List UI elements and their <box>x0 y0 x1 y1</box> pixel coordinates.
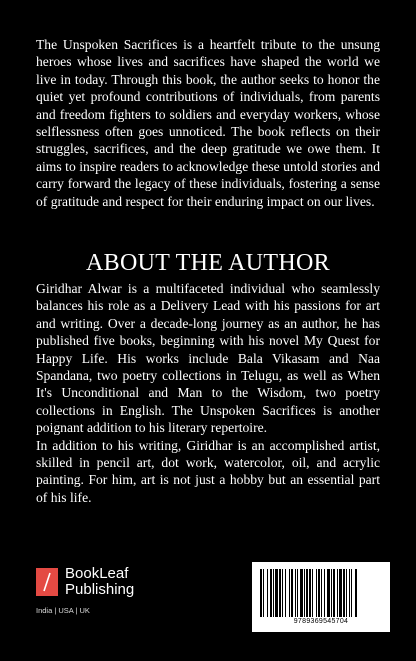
barcode-bar <box>291 569 293 617</box>
barcode-bar <box>270 569 272 617</box>
barcode-bars <box>260 569 382 617</box>
barcode-bar <box>260 569 262 617</box>
barcode-bar <box>297 569 298 617</box>
barcode-bar <box>300 569 303 617</box>
bio-paragraph-2: In addition to his writing, Giridhar is an accomplished artist, skilled in pencil art, dot work, watercolor, oil, and acrylic painting. For him, art is not just a hobby but an essential part of his life. <box>36 437 380 505</box>
isbn-barcode <box>252 562 390 632</box>
barcode-bar <box>279 569 281 617</box>
barcode-bar <box>318 569 320 617</box>
publisher-name: BookLeaf <box>65 565 129 582</box>
barcode-bar <box>273 569 274 617</box>
barcode-bar <box>312 569 313 617</box>
barcode-bar <box>324 569 325 617</box>
publisher-logo <box>36 565 176 628</box>
barcode-bar <box>309 569 311 617</box>
barcode-bar <box>327 569 330 617</box>
isbn-number: 9789369545704 <box>293 618 349 625</box>
barcode-bar <box>321 569 322 617</box>
barcode-bar <box>355 569 357 617</box>
about-author-heading: ABOUT THE AUTHOR <box>86 250 330 276</box>
publisher-regions: India | USA | UK <box>36 606 90 615</box>
barcode-bar <box>339 569 342 617</box>
barcode-bar <box>316 569 317 617</box>
barcode-bar <box>337 569 338 617</box>
barcode-bar <box>282 569 283 617</box>
barcode-bar <box>351 569 352 617</box>
barcode-bar <box>349 569 350 617</box>
author-bio <box>36 280 380 506</box>
barcode-bar <box>304 569 305 617</box>
publisher-slash-icon <box>36 568 58 596</box>
book-blurb: The Unspoken Sacrifices is a heartfelt tribute to the unsung heroes whose lives and sacrifices have shaped the world we live in today. Through this book, the author seeks to honor the quiet yet profound contributions of individuals, from parents and freedom fighters to soldiers and everyday workers, whose selflessness often goes unnoticed. The book reflects on their struggles, sacrifices, and the deep gratitude we owe them. It aims to inspire readers to acknowledge these untold stories and carry forward the legacy of these individuals, fostering a sense of gratitude and respect for their enduring impact on our lives. <box>36 37 380 209</box>
barcode-bar <box>343 569 345 617</box>
barcode-bar <box>306 569 308 617</box>
barcode-bar <box>285 569 286 617</box>
barcode-bar <box>289 569 290 617</box>
publisher-name-sub: Publishing <box>65 581 135 598</box>
barcode-bar <box>263 569 264 617</box>
barcode-bar <box>333 569 335 617</box>
barcode-bar <box>346 569 347 617</box>
bio-paragraph-1: Giridhar Alwar is a multifaceted individual who seamlessly balances his role as a Delivery Lead with his passions for art and writing. Over a decade-long journey as an author, he has published five books, beginning with his novel My Quest for Happy Life. His works include Bala Vikasam and Naa Spandana, two poetry collections in Telugu, as well as When It's Unconditional and Man to the Wisdom, two poetry collections in English. The Unspoken Sacrifices is another poignant addition to his literary repertoire. <box>36 281 380 436</box>
barcode-bar <box>331 569 332 617</box>
barcode-bar <box>267 569 268 617</box>
barcode-bar <box>295 569 296 617</box>
barcode-bar <box>275 569 278 617</box>
